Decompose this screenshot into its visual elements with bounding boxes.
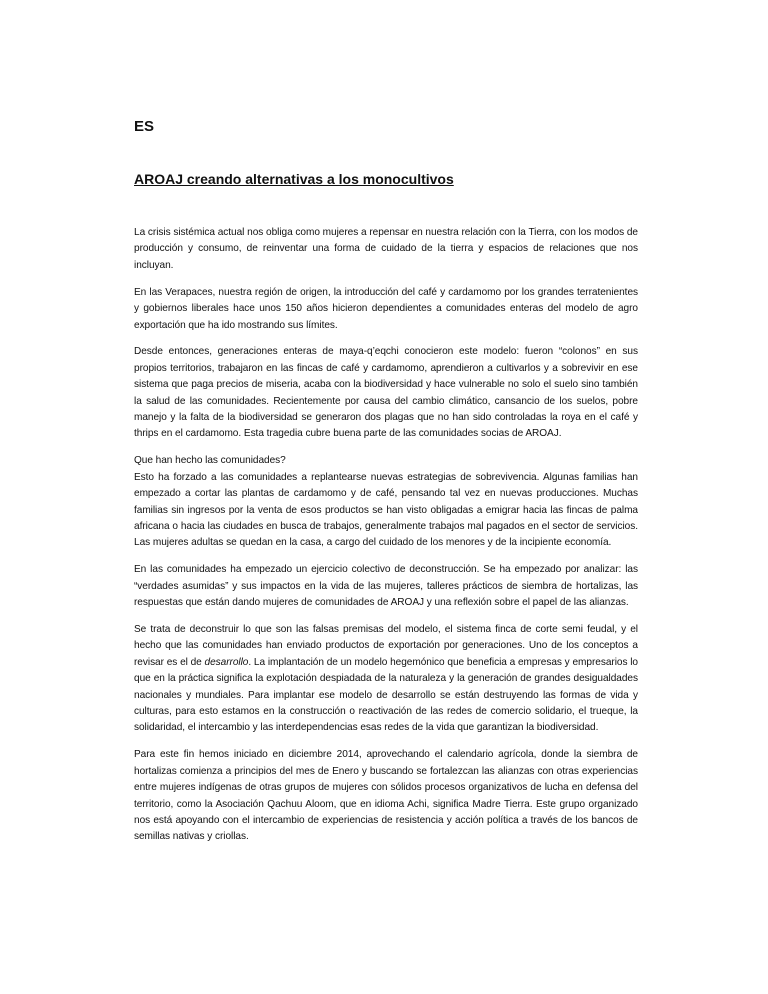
paragraph-premises-part1: Se trata de deconstruir lo que son las falsas premisas del modelo, el sistema finca de corte semi feudal, y el hecho que las comunidades han enviado productos de exportación por generaciones. Uno de los conceptos a revisar es el de bbox=[134, 624, 638, 668]
paragraph-premises-part2: . La implantación de un modelo hegemónico que beneficia a empresas y empresarios lo que en la práctica significa la explotación despiadada de la naturaleza y la generación de grandes desigualdades nacionales y mundiales. Para implantar ese modelo de desarrollo se están destruyendo las formas de vida y culturas, para esto estamos en la construcción o reactivación de las redes de comercio solidario, el trueque, la solidaridad, el intercambio y las interdependencias esas redes de la vida que garantizan la biodiversidad. bbox=[134, 656, 638, 734]
paragraph-premises bbox=[134, 622, 638, 737]
paragraph-verapaces: En las Verapaces, nuestra región de origen, la introducción del café y cardamomo por los grandes terratenientes y gobiernos liberales hace unos 150 años hicieron dependientes a comunidades enteras del modelo de agro exportación que ha ido mostrando sus límites. bbox=[134, 286, 638, 331]
paragraph-alliances: Para este fin hemos iniciado en diciembre 2014, aprovechando el calendario agrícola, donde la siembra de hortalizas comienza a principios del mes de Enero y buscando se fortalezcan las alianzas con otras experiencias entre mujeres indígenas de otras grupos de mujeres con sólidos procesos organizativos de lucha en defensa del territorio, como la Asociación Qachuu Aloom, que en idioma Achi, significa Madre Tierra. Este grupo organizado nos está apoyando con el intercambio de experiencias de resistencia y acción política a través de los bancos de semillas nativas y criollas. bbox=[134, 749, 638, 843]
paragraph-question: Que han hecho las comunidades? bbox=[134, 455, 286, 467]
paragraph-premises-emphasis: desarrollo bbox=[204, 656, 249, 668]
paragraph-strategies: Esto ha forzado a las comunidades a replantearse nuevas estrategias de sobrevivencia. Algunas familias han empezado a cortar las plantas de cardamomo y de café, pensando tal vez en nuevas producciones. Muchas familias sin ingresos por la venta de esos productos se han visto obligadas a emigrar hacia las fincas de palma africana o hacia las ciudades en busca de trabajos, generalmente trabajos mal pagados en el sector de servicios. Las mujeres adultas se quedan en la casa, a cargo del cuidado de los menores y de la incipiente economía. bbox=[134, 471, 638, 549]
document-title: AROAJ creando alternativas a los monocultivos bbox=[134, 171, 454, 187]
paragraph-crisis: La crisis sistémica actual nos obliga como mujeres a repensar en nuestra relación con la Tierra, con los modos de producción y consumo, de reinventar una forma de cuidado de la tierra y espacios de relaciones que nos incluyan. bbox=[134, 227, 638, 271]
paragraph-deconstruction: En las comunidades ha empezado un ejercicio colectivo de deconstrucción. Se ha empezado por analizar: las “verdades asumidas” y sus impactos en la vida de las mujeres, talleres prácticos de siembra de hortalizas, las respuestas que están dando mujeres de comunidades de AROAJ y una reflexión sobre el papel de las alianzas. bbox=[134, 564, 638, 609]
document-body bbox=[134, 225, 638, 856]
paragraph-history: Desde entonces, generaciones enteras de maya-q’eqchi conocieron este modelo: fueron “colonos” en sus propios territorios, trabajaron en las fincas de café y cardamomo, aprendieron a cultivarlos y a sobrevivir en ese sistema que paga precios de miseria, acaba con la biodiversidad y hace vulnerable no solo el suelo sino también la salud de las comunidades. Recientemente por causa del cambio climático, cansancio de los suelos, pobre manejo y la falta de la biodiversidad se generaron dos plagas que no han sido controladas la roya en el café y thrips en el cardamomo. Esta tragedia cubre buena parte de las comunidades socias de AROAJ. bbox=[134, 346, 638, 440]
language-code-heading: ES bbox=[134, 118, 155, 135]
